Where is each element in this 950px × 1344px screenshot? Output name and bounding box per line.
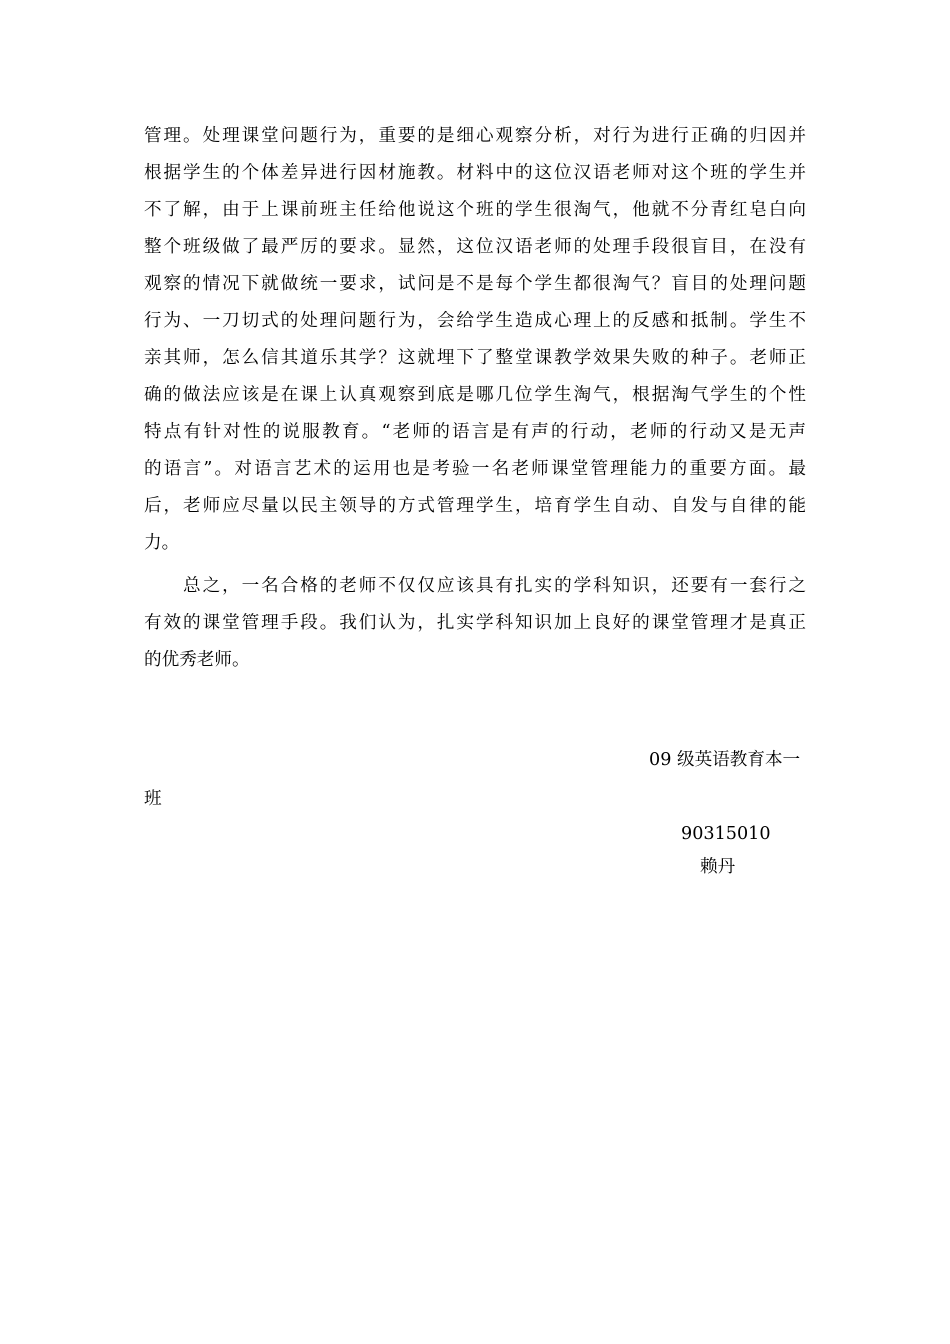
text-line: 有效的课堂管理手段。我们认为，扎实学科知识加上良好的课堂管理才是真正 <box>144 613 806 633</box>
text-line: 行为、一刀切式的处理问题行为，会给学生造成心理上的反感和抵制。学生不 <box>144 311 806 331</box>
text-line: 不了解，由于上课前班主任给他说这个班的学生很淘气，他就不分青红皂白向 <box>144 200 806 220</box>
text-line: 总之，一名合格的老师不仅仅应该具有扎实的学科知识，还要有一套行之 <box>144 576 806 596</box>
body-paragraph-1 <box>144 118 806 562</box>
text-line: 亲其师，怎么信其道乐其学？这就埋下了整堂课教学效果失败的种子。老师正 <box>144 348 806 368</box>
text-line: 整个班级做了最严厉的要求。显然，这位汉语老师的处理手段很盲目，在没有 <box>144 237 806 257</box>
signature-class-wrap: 班 <box>144 789 162 809</box>
text-line: 确的做法应该是在课上认真观察到底是哪几位学生淘气，根据淘气学生的个性 <box>144 385 806 405</box>
text-line: 观察的情况下就做统一要求，试问是不是每个学生都很淘气？盲目的处理问题 <box>144 274 806 294</box>
text-line: 的优秀老师。 <box>144 650 250 670</box>
signature-class: 09 级英语教育本一 <box>649 750 801 770</box>
text-line: 管理。处理课堂问题行为，重要的是细心观察分析，对行为进行正确的归因并 <box>144 126 806 146</box>
signature-name: 赖丹 <box>700 857 736 877</box>
text-line: 特点有针对性的说服教育。“老师的语言是有声的行动，老师的行动又是无声 <box>144 422 806 442</box>
signature-student-id: 90315010 <box>681 824 771 844</box>
text-line: 后，老师应尽量以民主领导的方式管理学生，培育学生自动、自发与自律的能 <box>144 496 806 516</box>
text-line: 的语言”。对语言艺术的运用也是考验一名老师课堂管理能力的重要方面。最 <box>144 459 806 479</box>
body-paragraph-2 <box>144 568 806 679</box>
text-line: 根据学生的个体差异进行因材施教。材料中的这位汉语老师对这个班的学生并 <box>144 163 806 183</box>
text-line: 力。 <box>144 533 180 553</box>
